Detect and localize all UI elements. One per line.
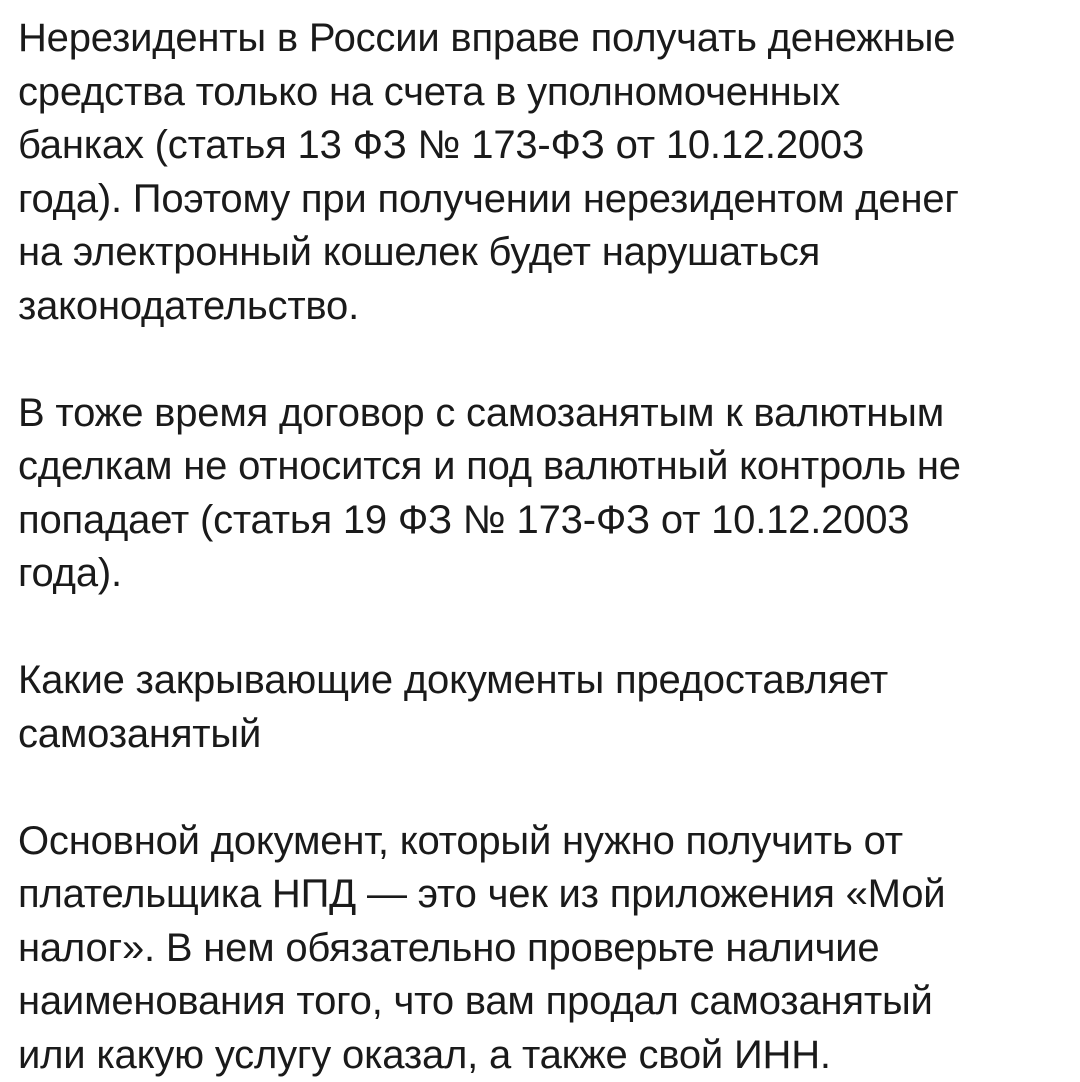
text-line: года). xyxy=(18,547,1070,601)
text-line: средства только на счета в уполномоченных xyxy=(18,66,1070,120)
text-line: года). Поэтому при получении нерезидентом денег xyxy=(18,173,1070,227)
text-line: законодательство. xyxy=(18,280,1070,334)
text-line: В тоже время договор с самозанятым к валютным xyxy=(18,387,1070,441)
text-line: налог». В нем обязательно проверьте наличие xyxy=(18,922,1070,976)
text-line: сделкам не относится и под валютный контроль не xyxy=(18,440,1070,494)
text-line: Нерезиденты в России вправе получать денежные xyxy=(18,12,1070,66)
document-page xyxy=(18,12,1070,1082)
text-line: на электронный кошелек будет нарушаться xyxy=(18,226,1070,280)
section-heading-closing-documents xyxy=(18,654,1070,761)
paragraph-self-employed-contract xyxy=(18,387,1070,601)
heading-line: Какие закрывающие документы предоставляет xyxy=(18,654,1070,708)
heading-line: самозанятый xyxy=(18,708,1070,762)
text-line: банках (статья 13 ФЗ № 173-ФЗ от 10.12.2003 xyxy=(18,119,1070,173)
text-line: Основной документ, который нужно получить от xyxy=(18,815,1070,869)
text-line: плательщика НПД — это чек из приложения «Мой xyxy=(18,868,1070,922)
paragraph-main-document xyxy=(18,815,1070,1082)
text-line: наименования того, что вам продал самозанятый xyxy=(18,975,1070,1029)
text-line: или какую услугу оказал, а также свой ИНН. xyxy=(18,1029,1070,1082)
text-line: попадает (статья 19 ФЗ № 173-ФЗ от 10.12.2003 xyxy=(18,494,1070,548)
paragraph-nonresidents xyxy=(18,12,1070,333)
